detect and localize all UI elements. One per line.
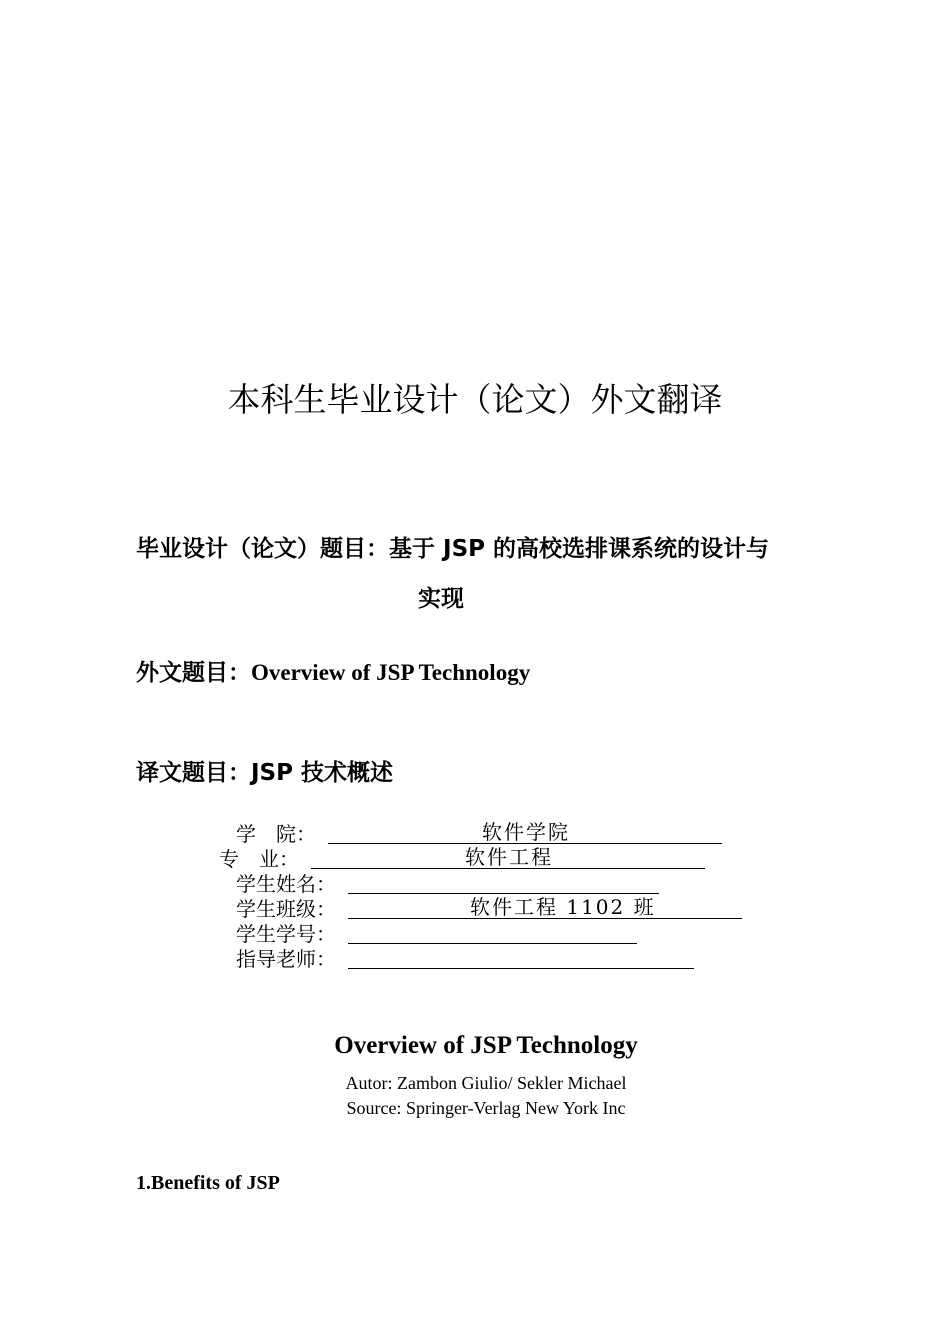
field-advisor-underline bbox=[348, 968, 694, 969]
field-student-class-label: 学生班级： bbox=[236, 897, 336, 921]
document-main-title: 本科生毕业设计（论文）外文翻译 bbox=[227, 380, 723, 419]
field-advisor-label: 指导老师： bbox=[236, 947, 336, 971]
field-major-label: 专 业： bbox=[219, 847, 299, 871]
field-major-value: 软件工程 bbox=[465, 845, 553, 869]
thesis-title-line-1: 毕业设计（论文）题目：基于 JSP 的高校选排课系统的设计与 bbox=[136, 536, 769, 562]
field-student-id-underline bbox=[348, 943, 637, 944]
foreign-title-value: Overview of JSP Technology bbox=[251, 660, 531, 685]
paper-author: Autor: Zambon Giulio/ Sekler Michael bbox=[345, 1073, 627, 1093]
translation-title: 译文题目：JSP 技术概述 bbox=[136, 760, 393, 786]
paper-source: Source: Springer-Verlag New York Inc bbox=[346, 1098, 626, 1118]
foreign-title bbox=[136, 658, 530, 688]
paper-title: Overview of JSP Technology bbox=[334, 1032, 638, 1059]
field-student-name-label: 学生姓名： bbox=[236, 872, 336, 896]
field-student-name-underline bbox=[348, 893, 659, 894]
section-heading: 1.Benefits of JSP bbox=[136, 1172, 280, 1194]
foreign-title-label: 外文题目： bbox=[136, 660, 251, 686]
thesis-title-line-2: 实现 bbox=[418, 586, 464, 612]
field-college-value: 软件学院 bbox=[482, 820, 570, 844]
field-student-class-value: 软件工程 1102 班 bbox=[470, 895, 656, 919]
field-student-id-label: 学生学号： bbox=[236, 922, 336, 946]
field-college-label: 学 院： bbox=[236, 822, 316, 846]
